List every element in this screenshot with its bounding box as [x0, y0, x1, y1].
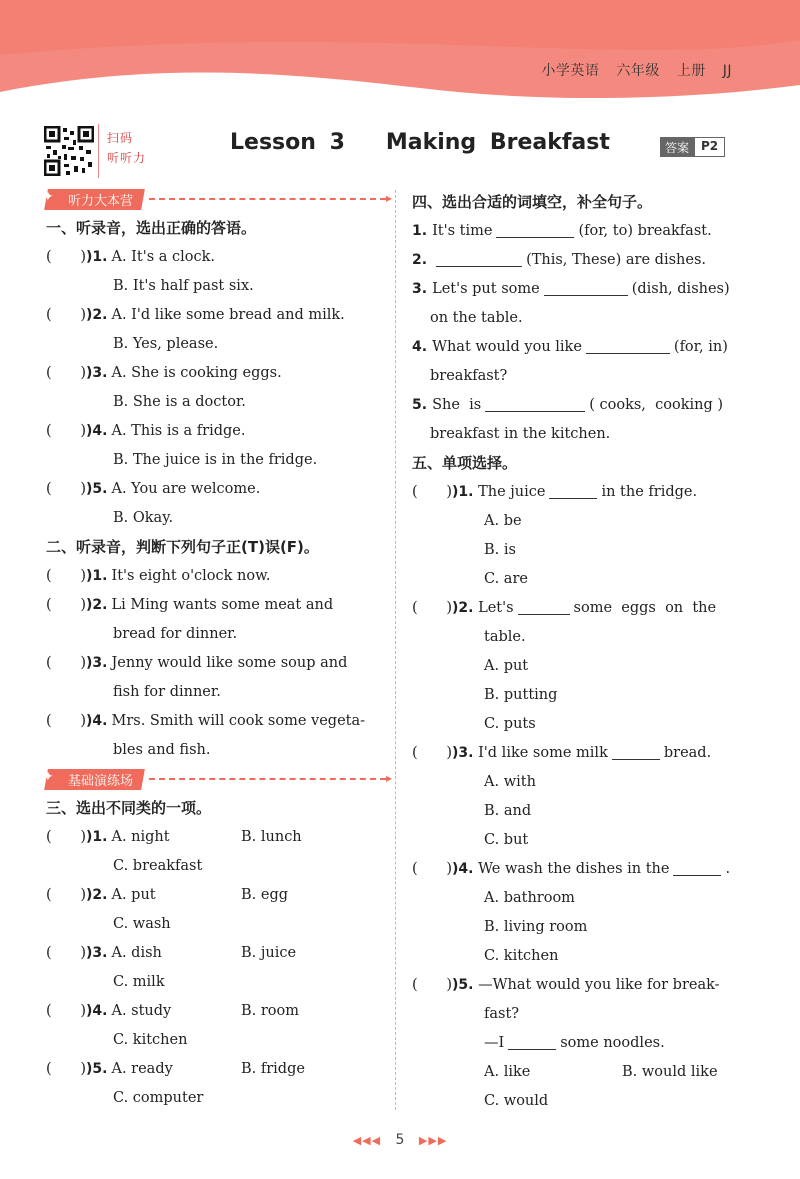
question-number: )1. — [86, 568, 108, 584]
star-icon: ✦ — [42, 189, 54, 205]
question-number: )1. — [452, 484, 474, 500]
option[interactable]: C. but — [484, 832, 529, 848]
left-column — [42, 188, 386, 1113]
option[interactable]: B. and — [484, 803, 532, 819]
question-line — [46, 823, 386, 852]
grade-label: 六年级 — [616, 63, 660, 79]
question-number: )3. — [452, 745, 474, 761]
page-number: 5 — [395, 1132, 405, 1148]
option-row — [412, 1058, 742, 1087]
option[interactable]: B. Yes, please. — [113, 336, 219, 352]
question-number: )4. — [86, 423, 108, 439]
option[interactable]: B. putting — [484, 687, 558, 703]
option[interactable]: B. juice — [241, 945, 297, 961]
question-number: )3. — [86, 655, 108, 671]
fill-sentence — [412, 391, 742, 420]
question-continuation: table. — [484, 629, 526, 645]
edition-label: JJ — [722, 63, 732, 79]
question-line — [46, 359, 386, 388]
answer-bracket[interactable] — [46, 243, 86, 272]
mc-question — [412, 971, 742, 1000]
question-number: )4. — [452, 861, 474, 877]
question-line — [46, 707, 386, 736]
part2-heading: 二、听录音，判断下列句子正(T)误(F)。 — [46, 538, 319, 556]
part1-list — [46, 243, 386, 533]
page-footer — [0, 1132, 800, 1148]
question-text: The juice — [478, 484, 546, 500]
question-line — [46, 881, 386, 910]
question-number: )1. — [86, 249, 108, 265]
practice-banner-label: 基础演练场 — [68, 773, 134, 789]
fill-sentence — [412, 333, 742, 362]
part4-heading: 四、选出合适的词填空，补全句子。 — [412, 193, 653, 211]
question-text: A. put — [111, 887, 156, 903]
scan-listen-label — [98, 124, 146, 178]
scan-label-line2: 听听力 — [107, 151, 147, 165]
mc-question — [412, 855, 742, 884]
option[interactable]: C. kitchen — [113, 1032, 188, 1048]
answer-bracket[interactable] — [46, 881, 86, 910]
banner-dash-line — [149, 778, 386, 780]
question-line — [46, 301, 386, 330]
question-text: Mrs. Smith will cook some vegeta- — [111, 713, 366, 729]
question-line — [46, 562, 386, 591]
listening-banner — [42, 188, 386, 210]
option[interactable]: A. put — [484, 658, 529, 674]
answer-bracket[interactable] — [412, 855, 452, 884]
question-line — [46, 1055, 386, 1084]
fill-blank[interactable] — [586, 338, 670, 354]
fill-sentence — [412, 246, 742, 275]
question-text: (for, in) — [673, 339, 728, 355]
qr-code-icon[interactable] — [44, 126, 94, 176]
next-arrows-icon[interactable]: ▶▶▶ — [418, 1134, 448, 1147]
question-text: Li Ming wants some meat and — [111, 597, 334, 613]
mc-question — [412, 739, 742, 768]
question-number: )2. — [86, 887, 108, 903]
option[interactable]: A. bathroom — [484, 890, 575, 906]
option[interactable]: B. room — [241, 1003, 300, 1019]
option[interactable]: C. wash — [113, 916, 171, 932]
question-line — [46, 475, 386, 504]
answer-bracket[interactable] — [412, 594, 452, 623]
question-text: A. She is cooking eggs. — [111, 365, 282, 381]
answer-page: P2 — [694, 137, 725, 157]
option[interactable]: B. is — [484, 542, 516, 558]
answer-bracket[interactable] — [412, 478, 452, 507]
question-text: A. I'd like some bread and milk. — [111, 307, 345, 323]
question-number: 4. — [412, 339, 428, 355]
question-text: —What would you like for break- — [478, 977, 720, 993]
prev-arrows-icon[interactable]: ◀◀◀ — [352, 1134, 382, 1147]
volume-label: 上册 — [676, 63, 706, 79]
question-number: )3. — [86, 945, 108, 961]
question-line — [46, 591, 386, 620]
question-number: )1. — [86, 829, 108, 845]
question-line — [46, 243, 386, 272]
practice-banner — [42, 768, 386, 790]
fill-blank[interactable] — [544, 280, 628, 296]
answer-bracket[interactable] — [46, 562, 86, 591]
question-continuation: breakfast? — [430, 368, 508, 384]
answer-bracket[interactable] — [46, 939, 86, 968]
answer-badge — [660, 137, 725, 157]
fill-sentence — [412, 217, 742, 246]
question-text: A. night — [111, 829, 170, 845]
part5-heading: 五、单项选择。 — [412, 454, 518, 472]
option[interactable]: B. The juice is in the fridge. — [113, 452, 318, 468]
question-text: A. ready — [111, 1061, 173, 1077]
question-number: )2. — [86, 597, 108, 613]
option[interactable]: B. Okay. — [113, 510, 174, 526]
option[interactable]: B. She is a doctor. — [113, 394, 246, 410]
question-text: A. study — [111, 1003, 172, 1019]
question-number: 2. — [412, 252, 428, 268]
question-number: 1. — [412, 223, 428, 239]
question-text: (for, to) breakfast. — [578, 223, 712, 239]
option[interactable]: C. kitchen — [484, 948, 559, 964]
answer-bracket[interactable] — [46, 997, 86, 1026]
question-text: some eggs on the — [573, 600, 717, 616]
option[interactable]: B. egg — [241, 887, 289, 903]
option[interactable]: C. puts — [484, 716, 536, 732]
answer-label: 答案 — [660, 137, 694, 157]
fill-blank[interactable] — [673, 860, 721, 876]
column-divider — [395, 190, 396, 1110]
option[interactable]: B. would like — [622, 1064, 718, 1080]
mc-question — [412, 478, 742, 507]
fill-blank[interactable] — [612, 744, 660, 760]
part4-list — [412, 217, 742, 449]
fill-sentence — [412, 275, 742, 304]
subject-label: 小学英语 — [541, 63, 600, 79]
part3-list — [46, 823, 386, 1113]
star-icon: ✦ — [42, 769, 54, 785]
fill-blank[interactable] — [508, 1034, 556, 1050]
answer-bracket[interactable] — [46, 591, 86, 620]
question-continuation: fish for dinner. — [113, 684, 221, 700]
question-text: some noodles. — [560, 1035, 665, 1051]
question-number: )5. — [86, 1061, 108, 1077]
question-text: (This, These) are dishes. — [526, 252, 707, 268]
question-line — [46, 649, 386, 678]
lesson-title: Lesson 3 Making Breakfast — [230, 130, 610, 155]
question-number: )4. — [86, 1003, 108, 1019]
question-number: )2. — [452, 600, 474, 616]
answer-bracket[interactable] — [46, 475, 86, 504]
question-text: Let's — [478, 600, 514, 616]
fill-blank[interactable] — [485, 396, 585, 412]
answer-bracket[interactable] — [412, 739, 452, 768]
option[interactable]: B. lunch — [241, 829, 302, 845]
dialog-line — [412, 1029, 742, 1058]
question-text: . — [725, 861, 731, 877]
option[interactable]: C. would — [484, 1093, 549, 1109]
question-text: A. dish — [111, 945, 162, 961]
question-line — [46, 939, 386, 968]
answer-bracket[interactable] — [46, 823, 86, 852]
answer-bracket[interactable] — [46, 649, 86, 678]
option[interactable]: C. computer — [113, 1090, 204, 1106]
banner-dash-line — [149, 198, 386, 200]
option[interactable]: A. with — [484, 774, 536, 790]
question-number: )4. — [86, 713, 108, 729]
question-text: ( cooks, cooking ) — [589, 397, 724, 413]
question-number: 3. — [412, 281, 428, 297]
option[interactable]: B. fridge — [241, 1061, 305, 1077]
option[interactable]: C. are — [484, 571, 528, 587]
question-text: I'd like some milk — [478, 745, 608, 761]
scan-label-line1: 扫码 — [107, 131, 134, 145]
question-text: bread. — [663, 745, 712, 761]
option[interactable]: C. breakfast — [113, 858, 203, 874]
answer-bracket[interactable] — [46, 707, 86, 736]
question-text: She is — [432, 397, 482, 413]
question-line — [46, 417, 386, 446]
question-number: )5. — [452, 977, 474, 993]
answer-bracket[interactable] — [46, 417, 86, 446]
question-text: (dish, dishes) — [631, 281, 730, 297]
question-text: A. It's a clock. — [111, 249, 216, 265]
header-wave — [0, 0, 800, 110]
answer-bracket[interactable] — [46, 301, 86, 330]
question-continuation: breakfast in the kitchen. — [430, 426, 611, 442]
question-text: We wash the dishes in the — [478, 861, 670, 877]
question-text: It's time — [432, 223, 493, 239]
question-text: Jenny would like some soup and — [111, 655, 348, 671]
question-text: A. You are welcome. — [111, 481, 261, 497]
question-text: Let's put some — [432, 281, 540, 297]
fill-blank[interactable] — [518, 599, 570, 615]
question-number: )5. — [86, 481, 108, 497]
question-text: —I — [484, 1035, 505, 1051]
option[interactable]: A. like — [484, 1064, 531, 1080]
listening-banner-label: 听力大本营 — [68, 193, 134, 209]
question-number: )2. — [86, 307, 108, 323]
fill-blank[interactable] — [436, 251, 522, 267]
fill-blank[interactable] — [496, 222, 574, 238]
part2-list — [46, 562, 386, 765]
question-text: What would you like — [432, 339, 582, 355]
answer-bracket[interactable] — [46, 1055, 86, 1084]
right-column — [412, 188, 742, 1116]
question-text: It's eight o'clock now. — [111, 568, 271, 584]
option[interactable]: B. It's half past six. — [113, 278, 254, 294]
question-text: A. This is a fridge. — [111, 423, 246, 439]
header-band — [0, 0, 800, 110]
book-meta — [529, 60, 732, 80]
option[interactable]: C. milk — [113, 974, 165, 990]
question-line — [46, 997, 386, 1026]
answer-bracket[interactable] — [46, 359, 86, 388]
part3-heading: 三、选出不同类的一项。 — [46, 799, 212, 817]
fill-blank[interactable] — [549, 483, 597, 499]
question-number: 5. — [412, 397, 428, 413]
option[interactable]: B. living room — [484, 919, 588, 935]
question-number: )3. — [86, 365, 108, 381]
mc-question — [412, 594, 742, 623]
question-continuation: bles and fish. — [113, 742, 211, 758]
question-text: in the fridge. — [601, 484, 698, 500]
option[interactable]: A. be — [484, 513, 522, 529]
part1-heading: 一、听录音，选出正确的答语。 — [46, 219, 257, 237]
answer-bracket[interactable] — [412, 971, 452, 1000]
question-continuation: on the table. — [430, 310, 523, 326]
question-continuation: fast? — [484, 1006, 520, 1022]
question-continuation: bread for dinner. — [113, 626, 238, 642]
